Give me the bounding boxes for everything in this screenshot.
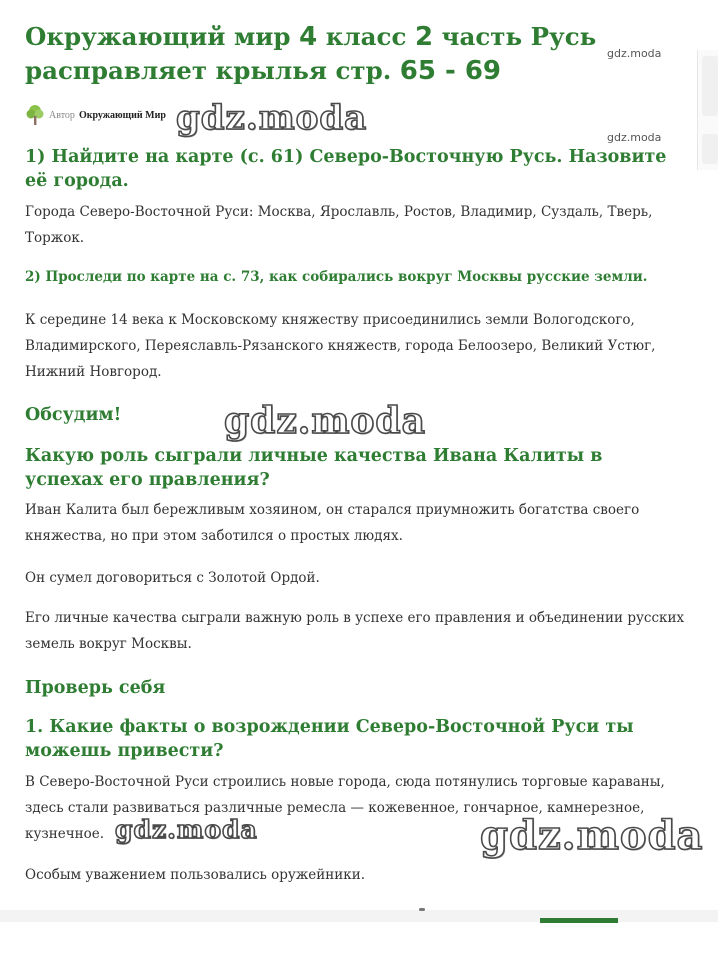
question-heading: Какую роль сыграли личные качества Ивана Калиты в успехах его правления? — [25, 446, 603, 490]
question-heading: 1) Найдите на карте (с. 61) Северо-Восточную Русь. Назовите её города. — [25, 147, 667, 191]
answer-text: Города Северо-Восточной Руси: Москва, Ярославль, Ростов, Владимир, Суздаль, Тверь, Торжок. — [25, 204, 653, 246]
answer-text: К середине 14 века к Московскому княжеству присоединились земли Вологодского, Владимирского, Переяславль-Рязанского княжеств, города Белоозеро, Великий Устюг, Нижний Новгород. — [25, 312, 656, 380]
watermark-large: gdz.moda — [115, 815, 258, 844]
section-heading: Обсудим! — [25, 405, 122, 425]
watermark-small: gdz.moda — [607, 47, 662, 60]
answer-3-paragraph-3 — [25, 605, 690, 657]
author-row — [25, 104, 166, 126]
right-sidebar-rail — [697, 50, 718, 170]
answer-text: В Северо-Восточной Руси строились новые города, сюда потянулись торговые караваны, здесь стали развиваться различные ремесла — кожевенное, гончарное, камнерезное, кузнечное. — [25, 774, 665, 842]
article-header — [25, 20, 685, 88]
answer-3-paragraph-2 — [25, 565, 690, 591]
page-title: Окружающий мир 4 класс 2 часть Русь расправляет крылья стр. 65 - 69 — [25, 22, 597, 86]
sidebar-tab[interactable] — [702, 134, 718, 164]
question-2 — [25, 267, 690, 287]
answer-2 — [25, 307, 675, 385]
question-heading: 2) Проследи по карте на с. 73, как собирались вокруг Москвы русские земли. — [25, 269, 648, 285]
check-heading — [25, 676, 690, 700]
scroll-indicator — [419, 908, 425, 911]
sidebar-tab[interactable] — [702, 56, 718, 116]
answer-3-paragraph-1 — [25, 497, 665, 549]
section-heading: Проверь себя — [25, 678, 166, 698]
tree-icon — [25, 104, 45, 126]
progress-accent — [540, 918, 618, 923]
watermark-small: gdz.moda — [607, 131, 662, 144]
author-name[interactable]: Окружающий Мир — [78, 109, 166, 121]
answer-text: Его личные качества сыграли важную роль в успехе его правления и объединении русских земель вокруг Москвы. — [25, 610, 685, 652]
answer-text: Особым уважением пользовались оружейники. — [25, 867, 366, 883]
watermark-large: gdz.moda — [480, 812, 704, 859]
question-4 — [25, 715, 675, 763]
question-1 — [25, 145, 690, 193]
answer-text: Иван Калита был бережливым хозяином, он старался приумножить богатства своего княжества, но при этом заботился о простых людях. — [25, 502, 640, 544]
watermark-large: gdz.moda — [224, 400, 426, 442]
watermark-large: gdz.moda — [176, 98, 368, 138]
answer-4-paragraph-2 — [25, 862, 690, 888]
author-label: Автор — [49, 109, 75, 121]
answer-text: Он сумел договориться с Золотой Ордой. — [25, 570, 320, 586]
question-3 — [25, 444, 665, 492]
question-heading: 1. Какие факты о возрождении Северо-Восточной Руси ты можешь привести? — [25, 717, 634, 761]
answer-1 — [25, 199, 665, 251]
